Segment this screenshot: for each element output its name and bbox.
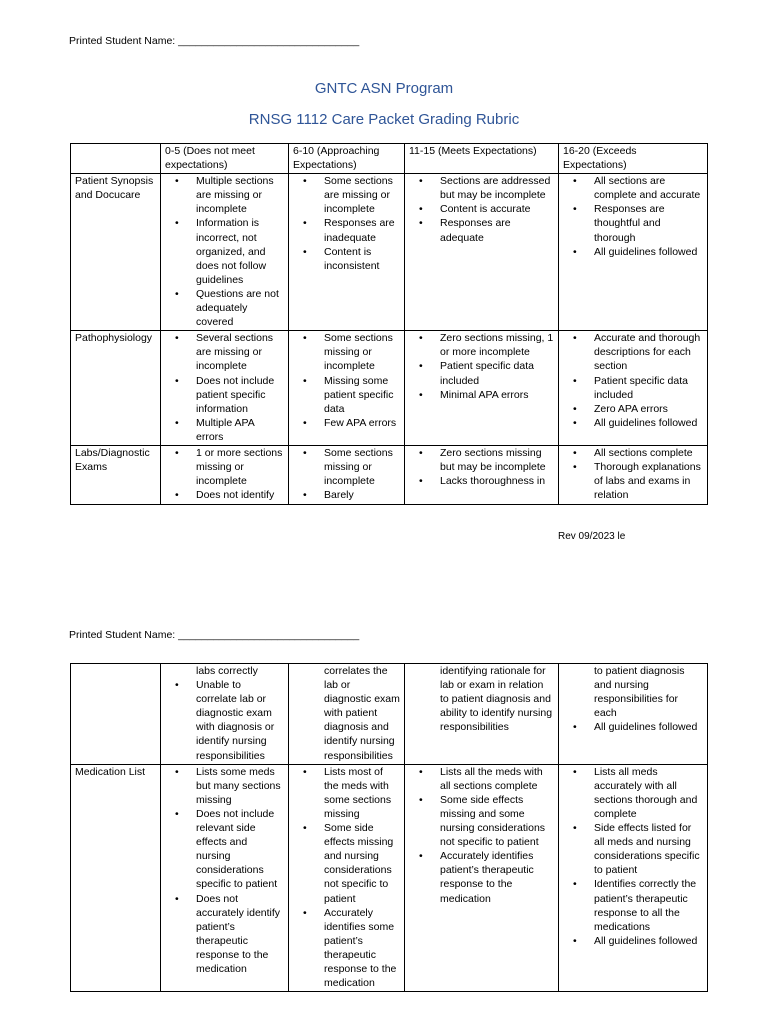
score-cell — [161, 764, 289, 992]
rubric-table-page1 — [70, 143, 708, 505]
cell-clip — [165, 446, 284, 503]
header-row — [71, 144, 708, 174]
criteria-label: Pathophysiology — [71, 331, 161, 446]
criteria-list — [409, 446, 554, 488]
score-cell — [405, 445, 559, 504]
list-item: • Zero sections missing, 1 or more incomplete — [440, 331, 554, 359]
score-cell — [289, 764, 405, 992]
score-cell — [559, 664, 708, 765]
rubric-title: RNSG 1112 Care Packet Grading Rubric — [248, 111, 520, 128]
list-item: • Lists all meds accurately with all sections thorough and complete — [594, 765, 703, 821]
list-item: • Multiple sections are missing or incomplete — [196, 174, 284, 216]
list-item: • Missing some patient specific data — [324, 374, 400, 416]
score-cell — [161, 664, 289, 765]
list-item: • Does not identify — [196, 488, 284, 502]
cell-clip — [293, 446, 400, 503]
list-item: • Some side effects missing and some nursing considerations not specific to patient — [440, 793, 554, 849]
list-item: • Lists most of the meds with some sections missing — [324, 765, 400, 821]
continued-text: labs correctly — [196, 665, 258, 677]
score-cell — [289, 331, 405, 446]
list-item: • Content is inconsistent — [324, 245, 400, 273]
score-cell — [405, 664, 559, 765]
criteria-label: Labs/Diagnostic Exams — [71, 445, 161, 504]
score-cell — [161, 331, 289, 446]
list-item: • Lists some meds but many sections missing — [196, 765, 284, 807]
list-item: • All guidelines followed — [594, 245, 703, 259]
criteria-list — [165, 678, 284, 763]
score-cell — [405, 331, 559, 446]
list-item: • 1 or more sections missing or incomplete — [196, 446, 284, 488]
cell-clip — [409, 446, 554, 503]
criteria-list — [409, 174, 554, 244]
score-cell — [289, 445, 405, 504]
criteria-list — [563, 174, 703, 259]
list-item: • All guidelines followed — [594, 934, 703, 948]
table-row — [71, 664, 708, 765]
list-item: • All guidelines followed — [594, 416, 703, 430]
list-item: • Responses are inadequate — [324, 216, 400, 244]
list-item: • All sections are complete and accurate — [594, 174, 703, 202]
score-cell — [161, 174, 289, 331]
list-item: • Few APA errors — [324, 416, 400, 430]
list-item: • Minimal APA errors — [440, 388, 554, 402]
list-item: • Responses are adequate — [440, 216, 554, 244]
program-title: GNTC ASN Program — [314, 80, 454, 97]
list-item: • Zero APA errors — [594, 402, 703, 416]
list-item: • Some sections missing or incomplete — [324, 331, 400, 373]
table-row — [71, 764, 708, 992]
score-cell — [405, 174, 559, 331]
criteria-list — [165, 446, 284, 502]
list-item: • Questions are not adequately covered — [196, 287, 284, 329]
score-cell — [161, 445, 289, 504]
list-item: • All sections complete — [594, 446, 703, 460]
list-item: • Accurate and thorough descriptions for each section — [594, 331, 703, 373]
list-item: • Unable to correlate lab or diagnostic exam with diagnosis or identify nursing responsibilities — [196, 678, 284, 763]
score-cell — [289, 664, 405, 765]
list-item: • Patient specific data included — [594, 374, 703, 402]
list-item: • Thorough explanations of labs and exams in relation — [594, 460, 703, 502]
criteria-list — [409, 765, 554, 906]
list-item: • Responses are thoughtful and thorough — [594, 202, 703, 244]
table-row — [71, 174, 708, 331]
list-item: • All guidelines followed — [594, 720, 703, 734]
criteria-label: Patient Synopsis and Docucare — [71, 174, 161, 331]
score-cell — [559, 764, 708, 992]
score-cell — [405, 764, 559, 992]
continued-text: correlates the lab or diagnostic exam with patient diagnosis and identify nursing responsibilities — [324, 665, 400, 762]
header-cell-11-15: 11-15 (Meets Expectations) — [405, 144, 559, 174]
criteria-label — [71, 664, 161, 765]
list-item: • Sections are addressed but may be incomplete — [440, 174, 554, 202]
criteria-list — [165, 765, 284, 976]
criteria-list — [563, 446, 703, 502]
table-row — [71, 445, 708, 504]
list-item: • Identifies correctly the patient’s therapeutic response to all the medications — [594, 877, 703, 933]
criteria-list — [563, 331, 703, 430]
criteria-list — [165, 174, 284, 329]
list-item: • Some sections missing or incomplete — [324, 446, 400, 488]
table-row — [71, 331, 708, 446]
criteria-list — [293, 174, 400, 273]
list-item: • Does not accurately identify patient’s therapeutic response to the medication — [196, 892, 284, 977]
revision-note: Rev 09/2023 le — [558, 531, 626, 542]
criteria-list — [563, 765, 703, 948]
header-cell-criteria — [71, 144, 161, 174]
list-item: • Content is accurate — [440, 202, 554, 216]
list-item: • Information is incorrect, not organized, and does not follow guidelines — [196, 216, 284, 286]
score-cell — [289, 174, 405, 331]
score-cell — [559, 331, 708, 446]
list-item: • Barely — [324, 488, 400, 502]
criteria-list — [165, 331, 284, 444]
criteria-list — [409, 331, 554, 401]
list-item: • Some side effects missing and nursing considerations not specific to patient — [324, 821, 400, 906]
criteria-label: Medication List — [71, 764, 161, 992]
header-cell-0-5: 0-5 (Does not meet expectations) — [161, 144, 289, 174]
student-name-line: Printed Student Name: _______________________________ — [69, 629, 360, 641]
list-item: • Accurately identifies some patient’s therapeutic response to the medication — [324, 906, 400, 991]
cell-clip — [563, 446, 703, 503]
list-item: • Does not include relevant side effects and nursing considerations specific to patient — [196, 807, 284, 892]
header-cell-6-10: 6-10 (Approaching Expectations) — [289, 144, 405, 174]
criteria-list — [293, 446, 400, 502]
list-item: • Some sections are missing or incomplete — [324, 174, 400, 216]
score-cell — [559, 445, 708, 504]
header-cell-16-20: 16-20 (Exceeds Expectations) — [559, 144, 708, 174]
list-item: • Lacks thoroughness in — [440, 474, 554, 488]
list-item: • Accurately identifies patient’s therapeutic response to the medication — [440, 849, 554, 905]
criteria-list — [293, 331, 400, 430]
rubric-table-page2 — [70, 663, 708, 992]
score-cell — [559, 174, 708, 331]
list-item: • Patient specific data included — [440, 359, 554, 387]
list-item: • Does not include patient specific information — [196, 374, 284, 416]
list-item: • Several sections are missing or incomplete — [196, 331, 284, 373]
page2-table-viewport — [0, 663, 768, 1024]
criteria-list — [563, 720, 703, 734]
list-item: • Lists all the meds with all sections complete — [440, 765, 554, 793]
continued-text: identifying rationale for lab or exam in relation to patient diagnosis and ability to identify nursing responsibilities — [440, 665, 553, 734]
student-name-line: Printed Student Name: _______________________________ — [69, 35, 360, 47]
list-item: • Multiple APA errors — [196, 416, 284, 444]
list-item: • Zero sections missing but may be incomplete — [440, 446, 554, 474]
list-item: • Side effects listed for all meds and nursing considerations specific to patient — [594, 821, 703, 877]
criteria-list — [293, 765, 400, 991]
continued-text: to patient diagnosis and nursing responsibilities for each — [594, 665, 685, 720]
